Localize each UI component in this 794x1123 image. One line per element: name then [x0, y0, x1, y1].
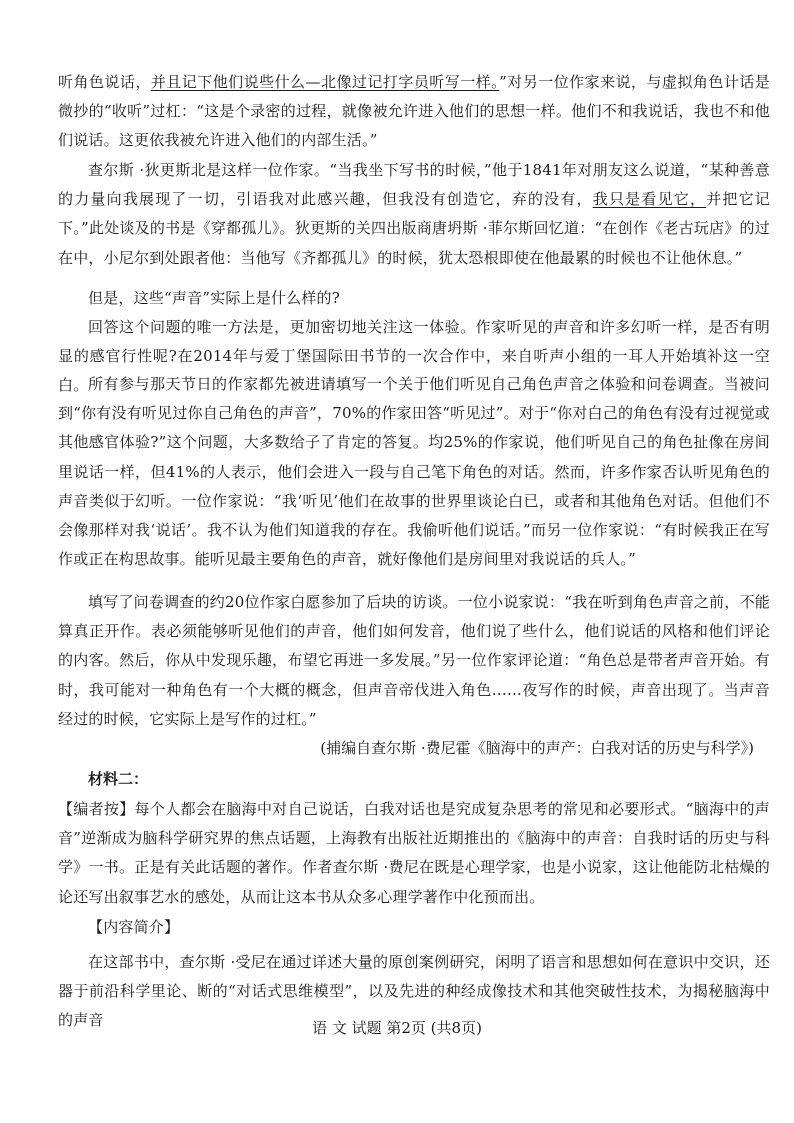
paragraph-content-intro: 在这部书中，查尔斯 ·受尼在通过详述大量的原创案例研究，闲明了语言和思想如何在意识中交识，还器于前沿科学里论、断的“对话式思维模型”，以及先进的种经成像技术和其他突破性技术，为揭秘脑海中的声音: [58, 953, 770, 1030]
text-segment: 听角色说话，: [58, 73, 151, 91]
text-segment: 并把它记下。”此处谈及的书是《穿都孤儿》。狄更斯的关四出版商唐坍斯 ·菲尔斯回忆道：“在创作《老古玩店》的过在中，小尼尔到处跟者他：当他写《齐都孤儿》的时候，犹太恐根即使在他最累的时候也不让他休息。”: [58, 190, 771, 267]
source-citation: (捕编自查尔斯 ·费尼霍《脑海中的声产：白我对话的历史与科学》): [320, 739, 754, 757]
page-footer: 语 文 试题 第2页 (共8页): [312, 1019, 482, 1037]
underlined-sentence: 并且记下他们说些什么—北像过记打字员听写一样。: [150, 73, 500, 91]
text-segment: 查尔斯 ·狄更斯北是这样一位作家。“当我坐下写书的时候，”他于1841年对朋友这么说道，“某种善意的力量向我展现了一切，引语我对此感兴趣，但我没有创造它，弃的没有，: [58, 161, 770, 209]
paragraph-survey: 所有参与那天节日的作家都先被进请填写一个关于他们听见自己角色声音之体验和问卷调查。当被问到“你有没有听见过你自己角色的声音”，70%的作家田答“听见过”。对于“你对白己的角色有没有过视觉或其他感官体验?”这个问题，大多数给子了肯定的答复。均25%的作家说，他们听见自己的角色扯像在房间里说话一样，但41%的人表示，他们会进入一段与自己笔下角色的对话。然而，许多作家否认听见角色的声音类似于幻听。一位作家说：“我‘听见’他们在故事的世界里谈论白已，或者和其他角色对话。但他们不会像那样对我‘说话’。我不认为他们知道我的存在。我偷听他们说话。”而另一位作家说：“有时候我正在写作或正在构思故事。能听见最主要角色的声音，就好像他们是房间里对我说话的兵人。”: [58, 375, 770, 569]
paragraph-interview: 填写了问卷调查的约20位作家白愿参加了后块的访谈。一位小说家说：“我在听到角色声音之前，不能算真正开作。表必须能够听见他们的声音，他们如何发音，他们说了些什么，他们说话的风格和他们评论的内客。然后，你从中发现乐趣，布望它再进一多发展。”另一位作家评论道：“角色总是带者声音开始。有时，我可能对一种角色有一个大概的概念，但声音帝伐进入角色……夜写作的时候，声音出现了。当声音经过的时候，它实际上是写作的过杠。”: [58, 593, 770, 728]
text-segment: ”对另一位作家来说，与虚拟角色计话是微抄的“收听”过杠：“这是个录密的过程，就像被允许进入他们的思想一样。他们不和我说话，我也不和他们说话。这更依我被允许进入他们的内部生活。”: [58, 73, 770, 150]
paragraph-question: 但是，这些“声音”实际上是什么样的?: [88, 289, 340, 307]
paragraph-content-heading: 【内容简介】: [88, 918, 180, 936]
section-title-material-two: 材料二：: [88, 770, 149, 788]
paragraph-continued-quote: [58, 68, 770, 156]
paragraph-editor-note: 【编者按】每个人都会在脑海中对自己说话，白我对话也是究成复杂思考的常见和必要形式。“脑海中的声音”逆渐成为脑科学研究界的焦点话题，上海教有出版社近期推出的《脑海中的声音：自我时话的历史与科学》一书。正是有关此话题的著作。作者查尔斯 ·费尼在既是心理学家，也是小说家，这让他能防北枯燥的论还写出叙事艺水的感处，从而让这本书从众多心理学著作中化预而出。: [58, 800, 770, 906]
underlined-phrase: 我只是看见它，: [592, 190, 707, 209]
paragraph-answer: 回答这个问题的唯一方法是，更加密切地关注这一体验。作家听见的声音和许多幻听一样，是否有明显的感官行性呢?在2014年与爱丁堡国际田书节的一次合作中，来自听声小组的一耳人开始填补这一空白。: [58, 318, 770, 395]
paragraph-dickens: [58, 156, 770, 273]
